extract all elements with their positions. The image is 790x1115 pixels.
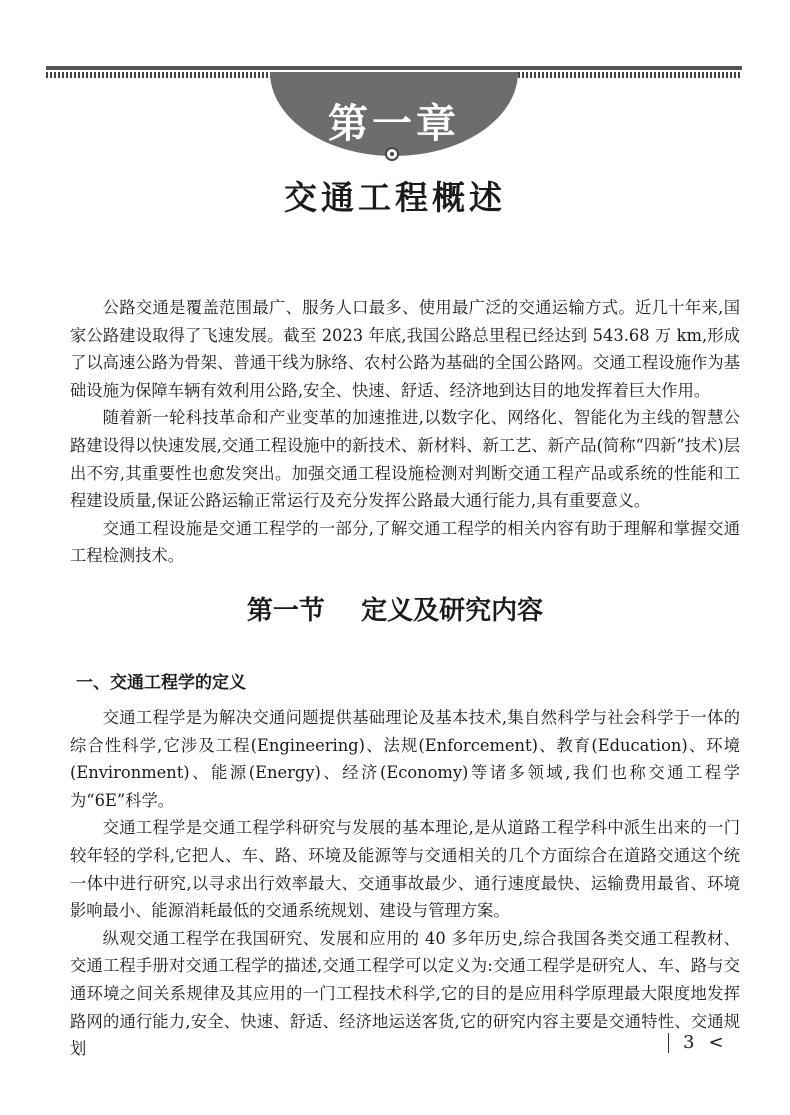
sub-heading: 一、交通工程学的定义 [76, 673, 246, 693]
section-text [70, 704, 740, 1063]
section-title: 第一节 定义及研究内容 [246, 596, 544, 626]
divider [668, 1033, 669, 1053]
paragraph: 交通工程学是交通工程学科研究与发展的基本理论,是从道路工程学科中派生出来的一门较年轻的学科,它把人、车、路、环境及能源等与交通相关的几个方面综合在道路交通这个统一体中进行研究,以寻求出行效率最大、交通事故最少、通行速度最快、运输费用最省、环境影响最小、能源消耗最低的交通系统规划、建设与管理方案。 [70, 818, 740, 921]
header-rule [46, 66, 742, 70]
arrow-icon: < [708, 1032, 724, 1053]
paragraph: 公路交通是覆盖范围最广、服务人口最多、使用最广泛的交通运输方式。近几十年来,国家公路建设取得了飞速发展。截至 2023 年底,我国公路总里程已经达到 543.68 万 km,形成了以高速公路为骨架、普通干线为脉络、农村公路为基础的全国公路网。交通工程设施作为基础设施为保障车辆有效利用公路,安全、快速、舒适、经济地到达目的地发挥着巨大作用。 [70, 298, 740, 400]
chapter-title: 交通工程概述 [284, 178, 506, 217]
paragraph: 纵观交通工程学在我国研究、发展和应用的 40 多年历史,综合我国各类交通工程教材、交通工程手册对交通工程学的描述,交通工程学可以定义为:交通工程学是研究人、车、路与交通环境之间关系规律及其应用的一门工程技术科学,它的目的是应用科学原理最大限度地发挥路网的通行能力,安全、快速、舒适、经济地运送客货,它的研究内容主要是交通特性、交通规划 [70, 928, 740, 1059]
page-footer [668, 1032, 724, 1053]
paragraph: 交通工程学是为解决交通问题提供基础理论及基本技术,集自然科学与社会科学于一体的综合性科学,它涉及工程(Engineering)、法规(Enforcement)、教育(Education)、环境(Environment)、能源(Energy)、经济(Economy)等诸多领域,我们也称交通工程学为“6E”科学。 [70, 708, 740, 810]
chapter-label: 第一章 [328, 101, 460, 147]
paragraph: 交通工程设施是交通工程学的一部分,了解交通工程学的相关内容有助于理解和掌握交通工程检测技术。 [70, 518, 740, 566]
intro-text [70, 294, 740, 570]
chapter-tab [270, 72, 518, 156]
target-icon [385, 147, 399, 161]
paragraph: 随着新一轮科技革命和产业变革的加速推进,以数字化、网络化、智能化为主线的智慧公路建设得以快速发展,交通工程设施中的新技术、新材料、新工艺、新产品(简称“四新”技术)层出不穷,其重要性也愈发突出。加强交通工程设施检测对判断交通工程产品或系统的性能和工程建设质量,保证公路运输正常运行及充分发挥公路最大通行能力,具有重要意义。 [70, 408, 740, 511]
page-number: 3 [683, 1032, 695, 1053]
